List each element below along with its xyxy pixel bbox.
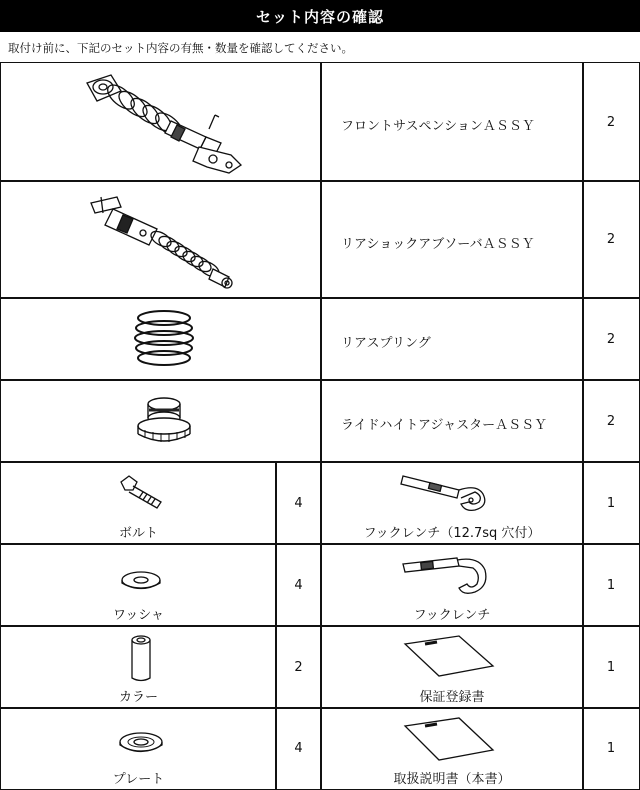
intro-text: 取付け前に、下記のセット内容の有無・数量を確認してください。	[8, 41, 353, 55]
item-quantity: 1	[582, 543, 640, 627]
item-name-cell	[320, 297, 584, 381]
contents-table	[0, 62, 640, 790]
plate-icon	[117, 730, 165, 756]
item-name: フロントサスペンションＡＳＳＹ	[341, 119, 535, 134]
rear-shock-absorber-icon	[87, 193, 247, 293]
item-quantity: 4	[275, 543, 322, 627]
item-name: 取扱説明書（本書）	[393, 772, 511, 787]
item-image-cell	[0, 379, 322, 463]
item-name: 保証登録書	[419, 690, 485, 705]
item-name: プレート	[112, 772, 165, 787]
item-name: カラー	[118, 690, 158, 705]
item-quantity: 4	[275, 461, 322, 545]
washer-icon	[119, 568, 163, 592]
item-quantity: 4	[275, 707, 322, 790]
item-image-cell	[0, 707, 277, 790]
rear-spring-icon	[129, 308, 199, 372]
item-image-cell	[320, 707, 584, 790]
item-quantity: 2	[582, 297, 640, 381]
item-name: リアショックアブソーバＡＳＳＹ	[341, 237, 535, 252]
item-image-cell	[320, 625, 584, 709]
front-suspension-icon	[81, 69, 251, 177]
instruction-manual-icon	[403, 716, 497, 762]
item-name: リアスプリング	[341, 336, 431, 351]
item-name: フックレンチ	[413, 608, 491, 623]
ride-height-adjuster-icon	[133, 392, 195, 452]
item-image-cell	[320, 461, 584, 545]
warranty-card-icon	[403, 634, 497, 678]
item-image-cell	[0, 62, 322, 182]
bolt-icon	[117, 474, 167, 510]
item-image-cell	[0, 180, 322, 299]
item-image-cell	[0, 461, 277, 545]
hook-wrench-icon	[399, 552, 499, 596]
page-title: セット内容の確認	[0, 0, 640, 32]
item-name: ボルト	[118, 526, 158, 541]
item-quantity: 2	[582, 62, 640, 182]
item-quantity: 2	[582, 180, 640, 299]
item-quantity: 1	[582, 461, 640, 545]
item-image-cell	[0, 625, 277, 709]
hook-wrench-with-hole-icon	[399, 470, 499, 512]
item-image-cell	[0, 543, 277, 627]
item-name-cell	[320, 180, 584, 299]
item-image-cell	[320, 543, 584, 627]
item-name: ワッシャ	[112, 608, 165, 623]
item-quantity: 2	[582, 379, 640, 463]
item-image-cell	[0, 297, 322, 381]
item-name-cell	[320, 62, 584, 182]
item-name: フックレンチ（12.7sq 穴付）	[363, 526, 541, 541]
item-quantity: 1	[582, 707, 640, 790]
item-name: ライドハイトアジャスターＡＳＳＹ	[341, 418, 548, 433]
collar-icon	[129, 634, 153, 684]
item-name-cell	[320, 379, 584, 463]
item-quantity: 2	[275, 625, 322, 709]
item-quantity: 1	[582, 625, 640, 709]
